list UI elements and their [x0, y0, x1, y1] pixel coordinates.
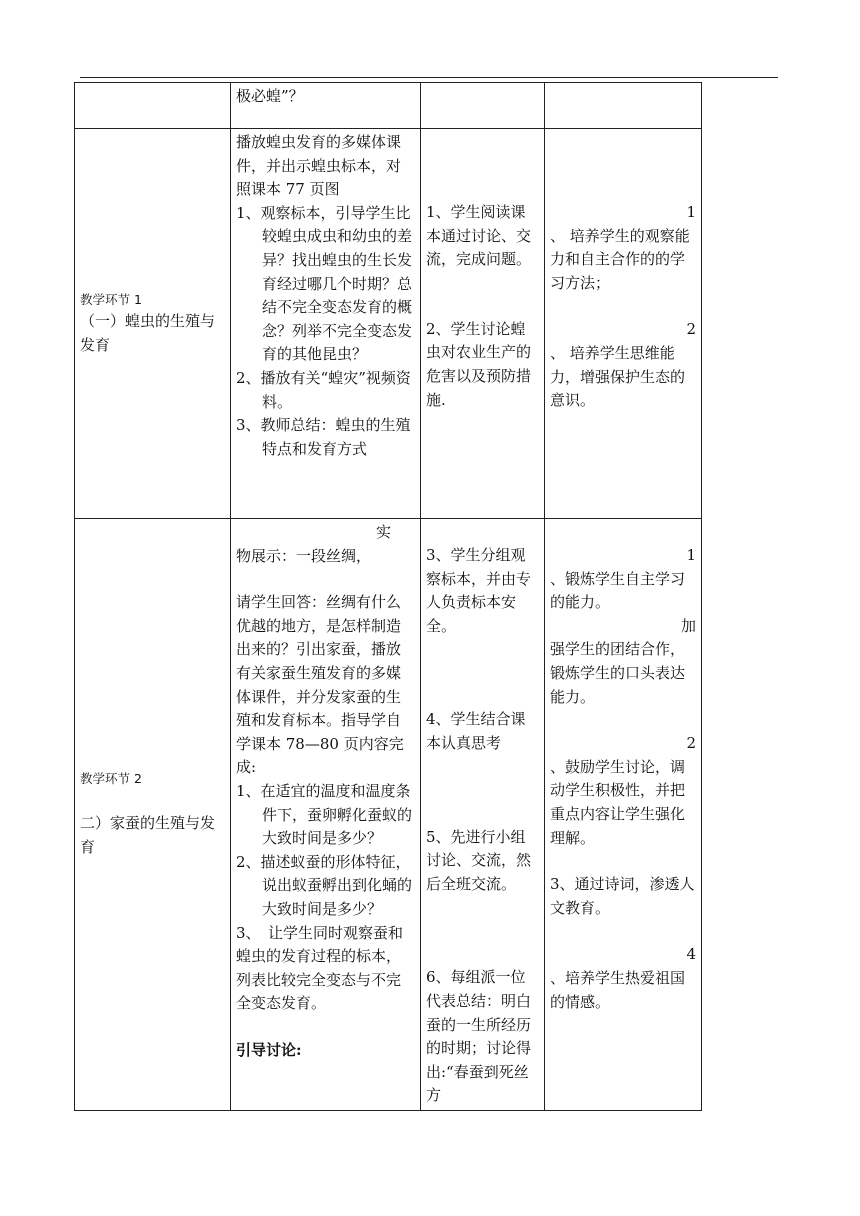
stage-title: （一）蝗虫的生殖与发育 — [80, 311, 216, 354]
goal-number: 1 — [686, 546, 696, 564]
goal-text: 、 培养学生思维能力，增强保护生态的意识。 — [550, 343, 686, 410]
stage-title: 二）家蚕的生殖与发育 — [80, 814, 216, 856]
design-intent-cell — [545, 129, 702, 519]
teacher-step: 1、观察标本，引导学生比较蝗虫成虫和幼虫的差异？找出蝗虫的生长发育经过哪几个时期？总结不完全变态发育的概念？列举不完全变态发育的其他昆虫？ — [236, 203, 413, 364]
table-row — [75, 129, 702, 519]
teacher-step: 2、描述蚁蚕的形体特征，说出蚁蚕孵出到化蛹的大致时间是多少？ — [236, 852, 413, 918]
teacher-activity-cell — [231, 83, 421, 129]
teacher-step: 3、 让学生同时观察蚕和蝗虫的发育过程的标本，列表比较完全变态与不完全变态发育。 — [236, 923, 404, 1013]
goal-text: 、培养学生热爱祖国的情感。 — [550, 968, 686, 1011]
student-step: 5、先进行小组讨论、交流，然后全班交流。 — [426, 827, 532, 893]
design-intent-cell — [545, 83, 702, 129]
teacher-text: 实 — [375, 523, 391, 541]
goal-number: 1 — [686, 203, 696, 221]
goal-number: 加 — [680, 616, 696, 635]
student-step: 4、学生结合课本认真思考 — [426, 710, 526, 752]
student-step: 2、学生讨论蝗虫对农业生产的危害以及预防措施. — [426, 319, 532, 409]
table-row — [75, 83, 702, 129]
goal-number: 4 — [686, 945, 696, 964]
goal-number: 2 — [686, 734, 696, 753]
teacher-step: 3、教师总结：蝗虫的生殖特点和发育方式 — [236, 416, 411, 458]
student-activity-cell — [421, 83, 545, 129]
teacher-activity-cell — [231, 519, 421, 1111]
goal-text: 3、通过诗词，渗透人文教育。 — [550, 875, 695, 917]
student-step: 1、学生阅读课本通过讨论、交流，完成问题。 — [426, 203, 532, 269]
student-activity-cell — [421, 519, 545, 1111]
lesson-plan-table — [74, 82, 702, 1111]
goal-text: 、锻炼学生自主学习的能力。 — [550, 569, 686, 612]
goal-text: 强学生的团结合作，锻炼学生的口头表达能力。 — [550, 640, 686, 706]
teacher-text: 请学生回答：丝绸有什么优越的地方，是怎样制造出来的？引出家蚕，播放有关家蚕生殖发育的多媒体课件，并分发家蚕的生殖和发育标本。指导学自学课本 78—80 页内容完成: — [236, 593, 404, 777]
table-row — [75, 519, 702, 1111]
goal-number: 2 — [686, 320, 696, 339]
teacher-guide: 引导讨论: — [236, 1040, 302, 1059]
stage-label: 教学环节 2 — [80, 771, 142, 787]
student-step: 6、每组派一位代表总结：明白蚕的一生所经历的时期；讨论得出:“春蚕到死丝方 — [426, 968, 532, 1105]
stage-label: 教学环节 1 — [80, 291, 142, 307]
stage-cell — [75, 129, 231, 519]
teacher-intro: 播放蝗虫发育的多媒体课件，并出示蝗虫标本，对照课本 77 页图 — [236, 133, 402, 199]
teacher-step: 1、在适宜的温度和温度条件下，蚕卵孵化蚕蚁的大致时间是多少？ — [236, 781, 413, 848]
goal-text: 、鼓励学生讨论，调动学生积极性，并把重点内容让学生强化理解。 — [550, 757, 686, 847]
teacher-text: 物展示：一段丝绸， — [236, 546, 372, 565]
teacher-text: 极必蝗”？ — [236, 87, 304, 105]
teacher-step: 2、播放有关“蝗灾”视频资料。 — [236, 368, 411, 411]
page-header-rule — [80, 77, 778, 78]
stage-cell — [75, 83, 231, 129]
design-intent-cell — [545, 519, 702, 1111]
goal-text: 、 培养学生的观察能力和自主合作的的学习方法； — [550, 226, 690, 292]
student-step: 3、学生分组观察标本，并由专人负责标本安全。 — [426, 546, 532, 635]
stage-cell — [75, 519, 231, 1111]
teacher-activity-cell — [231, 129, 421, 519]
student-activity-cell — [421, 129, 545, 519]
